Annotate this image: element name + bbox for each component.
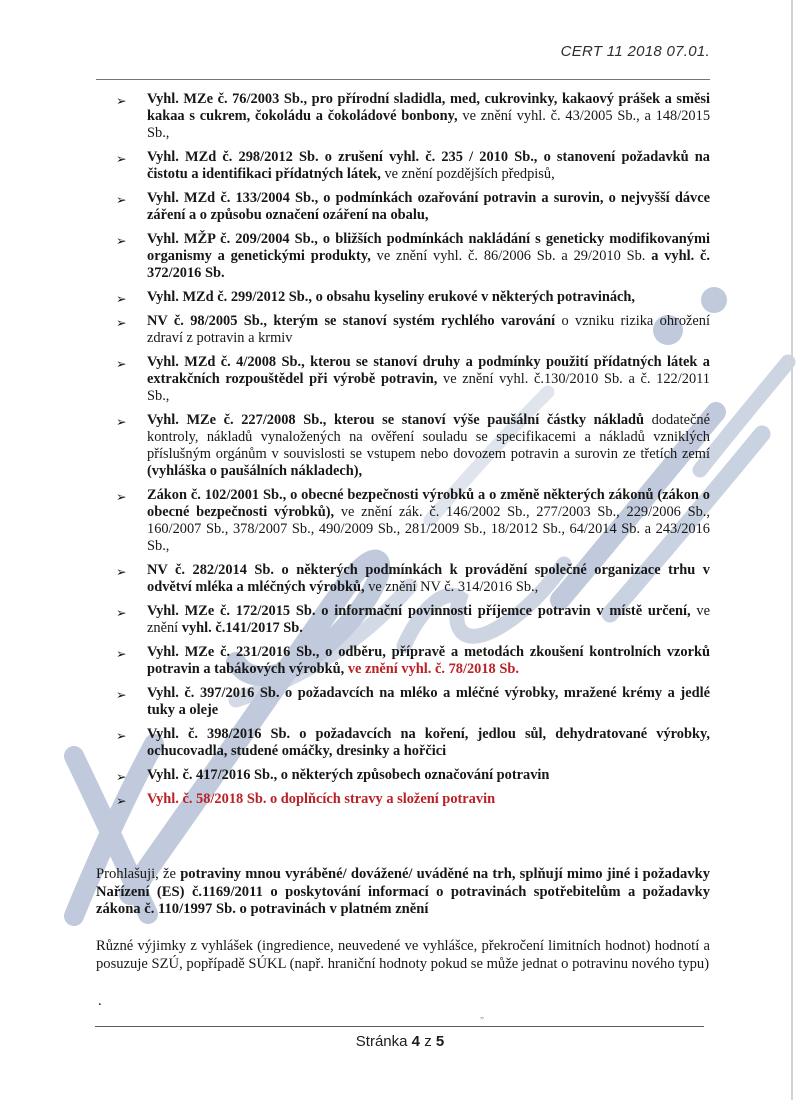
text-segment: vyhl. č.141/2017 Sb.: [181, 620, 303, 636]
text-segment: Vyhl. MZd č. 299/2012 Sb., o obsahu kyseliny erukové v některých potravinách,: [147, 289, 636, 305]
text-segment: Vyhl. MŽP č. 209/2004 Sb., o bližších podmínkách nakládání s geneticky modifikovanými organismy a genetickými produkty,: [147, 231, 710, 264]
list-item: [116, 487, 710, 555]
list-item: [116, 685, 710, 719]
arrow-bullet-icon: ➢: [116, 769, 127, 784]
text-segment: ve znění vyhl. č. 78/2018 Sb.: [344, 661, 519, 677]
arrow-bullet-icon: ➢: [116, 93, 127, 108]
text-segment: Vyhl. MZd č. 133/2004 Sb., o podmínkách ozařování potravin a surovin, o nejvyšší dávce záření a o způsobu označení ozáření na obalu,: [147, 190, 710, 223]
text-segment: NV č. 282/2014 Sb. o některých podmínkách k provádění společné organizace trhu v odvětví mléka a mléčných výrobků,: [147, 562, 710, 595]
arrow-bullet-icon: ➢: [116, 605, 127, 620]
regulation-list: [116, 91, 711, 815]
arrow-bullet-icon: ➢: [116, 687, 127, 702]
list-item: [116, 289, 710, 306]
text-segment: ve znění NV č. 314/2016 Sb.,: [364, 579, 539, 595]
text-segment: o vzniku rizika ohrožení zdraví z potravin a krmiv: [147, 313, 710, 346]
text-segment: NV č. 98/2005 Sb., kterým se stanoví systém rychlého varování: [147, 313, 556, 329]
list-item: [116, 190, 710, 224]
arrow-bullet-icon: ➢: [116, 192, 127, 207]
exceptions-paragraph: [96, 938, 710, 973]
list-item: [116, 644, 710, 678]
arrow-bullet-icon: ➢: [116, 414, 127, 429]
arrow-bullet-icon: ➢: [116, 291, 127, 306]
list-item: [116, 412, 710, 480]
scan-artifact-mark: „: [480, 1010, 484, 1020]
text-segment: Vyhl. MZe č. 231/2016 Sb., o odběru, přípravě a metodách zkoušení kontrolních vzorků potravin a tabákových výrobků,: [147, 644, 710, 677]
text-segment: ve znění: [147, 603, 710, 636]
document-code: CERT 11 2018 07.01.: [560, 43, 710, 60]
text-segment: ve znění vyhl. č. 43/2005 Sb., a 148/2015 Sb.,: [147, 108, 711, 141]
list-item: [116, 726, 710, 760]
footer-divider: [95, 1026, 704, 1027]
text-segment: Vyhl. MZd č. 4/2008 Sb., kterou se stanoví druhy a podmínky použití přídatných látek a extrakčních rozpouštědel při výrobě potravin,: [147, 354, 710, 387]
text-segment: Vyhl. č. 417/2016 Sb., o některých způsobech označování potravin: [147, 767, 550, 783]
arrow-bullet-icon: ➢: [116, 564, 127, 579]
list-item: [116, 354, 710, 405]
text-segment: Prohlašuji, že: [96, 866, 181, 882]
text-segment: ve znění pozdějších předpisů,: [380, 166, 555, 182]
scan-page-edge: [791, 0, 793, 1100]
text-segment: Různé výjimky z vyhlášek (ingredience, neuvedené ve vyhlášce, překročení limitních hodnot) hodnotí a posuzuje SZÚ, popřípadě SÚKL (např. hraniční hodnoty pokud se může jednat o potravinu nového typu): [96, 938, 710, 972]
text-segment: Vyhl. MZe č. 76/2003 Sb., pro přírodní sladidla, med, cukrovinky, kakaový prášek a směsi kakaa s cukrem, čokoládu a čokoládové bonbony,: [147, 91, 710, 124]
text-segment: Vyhl. č. 397/2016 Sb. o požadavcích na mléko a mléčné výrobky, mražené krémy a jedlé tuky a oleje: [147, 685, 710, 718]
text-segment: Vyhl. č. 398/2016 Sb. o požadavcích na koření, jedlou sůl, dehydratované výrobky, ochucovadla, studené omáčky, dresinky a hořčici: [147, 726, 710, 759]
footer-of-word: z: [424, 1033, 432, 1050]
list-item: [116, 231, 710, 282]
text-segment: ve znění vyhl. č. 86/2006 Sb. a 29/2010 Sb.: [370, 248, 652, 264]
trailing-period: .: [98, 993, 102, 1009]
footer-label: Stránka: [355, 1033, 408, 1050]
arrow-bullet-icon: ➢: [116, 728, 127, 743]
text-segment: ve znění vyhl. č.130/2010 Sb. a č. 122/2011 Sb.,: [147, 371, 710, 404]
footer-total-pages: 5: [435, 1033, 445, 1050]
arrow-bullet-icon: ➢: [116, 233, 127, 248]
text-segment: potraviny mnou vyráběné/ dovážené/ uváděné na trh, splňují mimo jiné i požadavky Nařízení (ES) č.1169/2011 o poskytování informací o potravinách spotřebitelům a požadavky zákona č. 110/1997 Sb. o potravinách v platném znění: [96, 866, 710, 917]
footer-page-number: 4: [411, 1033, 421, 1050]
arrow-bullet-icon: ➢: [116, 356, 127, 371]
text-segment: a vyhl. č. 372/2016 Sb.: [147, 248, 710, 281]
list-item: [116, 791, 710, 808]
list-item: [116, 603, 710, 637]
arrow-bullet-icon: ➢: [116, 489, 127, 504]
arrow-bullet-icon: ➢: [116, 646, 127, 661]
text-segment: Vyhl. MZd č. 298/2012 Sb. o zrušení vyhl. č. 235 / 2010 Sb., o stanovení požadavků na čistotu a identifikaci přídatných látek,: [147, 149, 710, 182]
arrow-bullet-icon: ➢: [116, 793, 127, 808]
list-item: [116, 149, 710, 183]
list-item: [116, 562, 710, 596]
text-segment: (vyhláška o paušálních nákladech),: [147, 463, 363, 479]
list-item: [116, 767, 710, 784]
page-footer: [0, 1033, 800, 1050]
text-segment: dodatečné kontroly, nákladů vynaložených na ověření souladu se specifikacemi a nákladů vzniklých příslušným orgánům v souvislosti se vstupem nebo dovozem potravin a surovin ze třetích zemí: [147, 412, 710, 462]
text-segment: Vyhl. MZe č. 172/2015 Sb. o informační povinnosti příjemce potravin v místě určení,: [147, 603, 691, 619]
text-segment: Vyhl. č. 58/2018 Sb. o doplňcích stravy a složení potravin: [147, 791, 496, 807]
header-divider: [96, 79, 710, 80]
list-item: [116, 313, 710, 347]
text-segment: Zákon č. 102/2001 Sb., o obecné bezpečnosti výrobků a o změně některých zákonů (zákon o obecné bezpečnosti výrobků),: [147, 487, 710, 520]
arrow-bullet-icon: ➢: [116, 315, 127, 330]
list-item: [116, 91, 711, 142]
arrow-bullet-icon: ➢: [116, 151, 127, 166]
text-segment: ve znění zák. č. 146/2002 Sb., 277/2003 Sb., 229/2006 Sb., 160/2007 Sb., 378/2007 Sb., 490/2009 Sb., 281/2009 Sb., 18/2012 Sb., 64/2014 Sb. a 243/2016 Sb.,: [147, 504, 710, 554]
text-segment: Vyhl. MZe č. 227/2008 Sb., kterou se stanoví výše paušální částky nákladů: [147, 412, 645, 428]
declaration-paragraph: [96, 866, 710, 919]
